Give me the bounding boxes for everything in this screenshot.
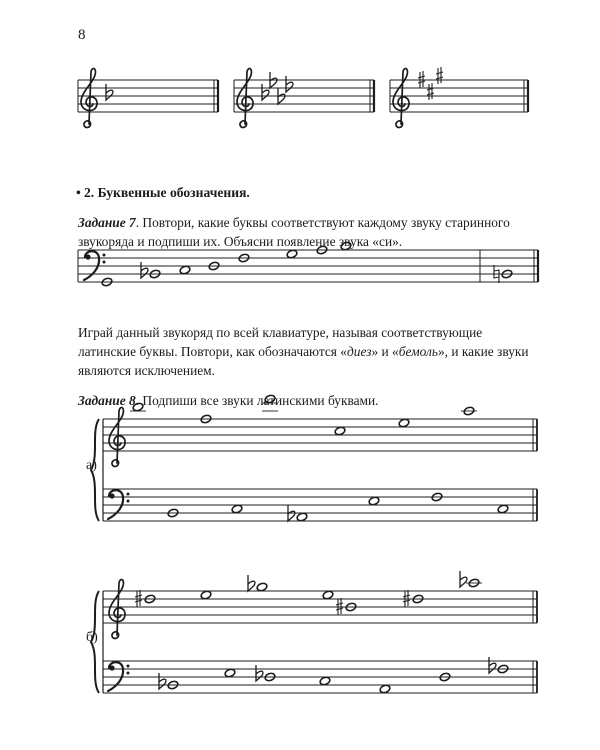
half-note-head <box>334 426 346 436</box>
task8-text: . Подпиши все звуки латинскими буквами. <box>135 393 379 408</box>
flat-sign-icon <box>286 76 293 92</box>
half-note-head <box>224 668 236 678</box>
para1-part3: », и какие звуки являются исключением. <box>78 344 529 378</box>
half-note-head <box>368 496 380 506</box>
flat-sign-icon <box>248 575 255 591</box>
task7-text: . Повтори, какие буквы соответствуют каждому звуку старинного звукоряда и подпиши их. Объясни появление звука «си». <box>78 215 510 249</box>
bass-clef-dot <box>127 672 130 675</box>
half-note-head <box>286 249 298 259</box>
flat-sign-icon <box>141 262 148 278</box>
flat-sign-icon <box>489 657 496 673</box>
system-brace <box>91 419 99 521</box>
sharp-sign-icon <box>403 590 410 607</box>
treble-clef-icon <box>81 68 97 127</box>
system-label-b: б) <box>86 630 98 645</box>
bass-clef-dot <box>127 500 130 503</box>
bass-clef-dot <box>127 493 130 496</box>
sharp-sign-icon <box>418 71 425 88</box>
treble-clef-icon <box>109 407 125 466</box>
diez-term: диез <box>347 344 372 359</box>
sharp-sign-icon <box>336 598 343 615</box>
flat-sign-icon <box>159 673 166 689</box>
bass-clef-dot <box>127 665 130 668</box>
para1-part1: Играй данный звукоряд по всей клавиатуре, называя соответствующие латинские буквы. Повтори, как обозначаются « <box>78 325 483 359</box>
half-note-head <box>340 241 352 251</box>
system-label-a: а) <box>86 458 97 473</box>
treble-clef-icon <box>393 68 409 127</box>
treble-clef-icon <box>109 579 125 638</box>
bullet-icon: • <box>76 185 81 200</box>
half-note-head <box>322 590 334 600</box>
half-note-head <box>264 394 276 404</box>
flat-sign-icon <box>256 665 263 681</box>
bass-clef-dot <box>103 254 106 257</box>
bass-clef-dot <box>109 665 114 670</box>
half-note-head <box>256 582 268 592</box>
sharp-sign-icon <box>436 67 443 84</box>
bass-clef-dot <box>103 261 106 264</box>
half-note-head <box>379 684 391 694</box>
half-note-head <box>319 676 331 686</box>
treble-clef-icon <box>237 68 253 127</box>
half-note-head <box>132 402 144 412</box>
flat-sign-icon <box>460 571 467 587</box>
bass-clef-dot <box>109 493 114 498</box>
para1-part2: » и « <box>371 344 399 359</box>
sharp-sign-icon <box>427 83 434 100</box>
bass-clef-dot <box>85 254 90 259</box>
sharp-sign-icon <box>135 590 142 607</box>
half-note-head <box>296 512 308 522</box>
page-number: 8 <box>78 27 86 43</box>
bemol-term: бемоль <box>398 344 438 359</box>
half-note-head <box>231 504 243 514</box>
system-brace <box>91 591 99 693</box>
flat-sign-icon <box>106 84 113 100</box>
half-note-head <box>497 504 509 514</box>
task7-title: Задание 7 <box>78 215 136 230</box>
half-note-head <box>179 265 191 275</box>
half-note-head <box>200 590 212 600</box>
section-heading-text: 2. Буквенные обозначения. <box>84 185 250 200</box>
half-note-head <box>398 418 410 428</box>
flat-sign-icon <box>262 84 269 100</box>
task8-title: Задание 8 <box>78 393 136 408</box>
